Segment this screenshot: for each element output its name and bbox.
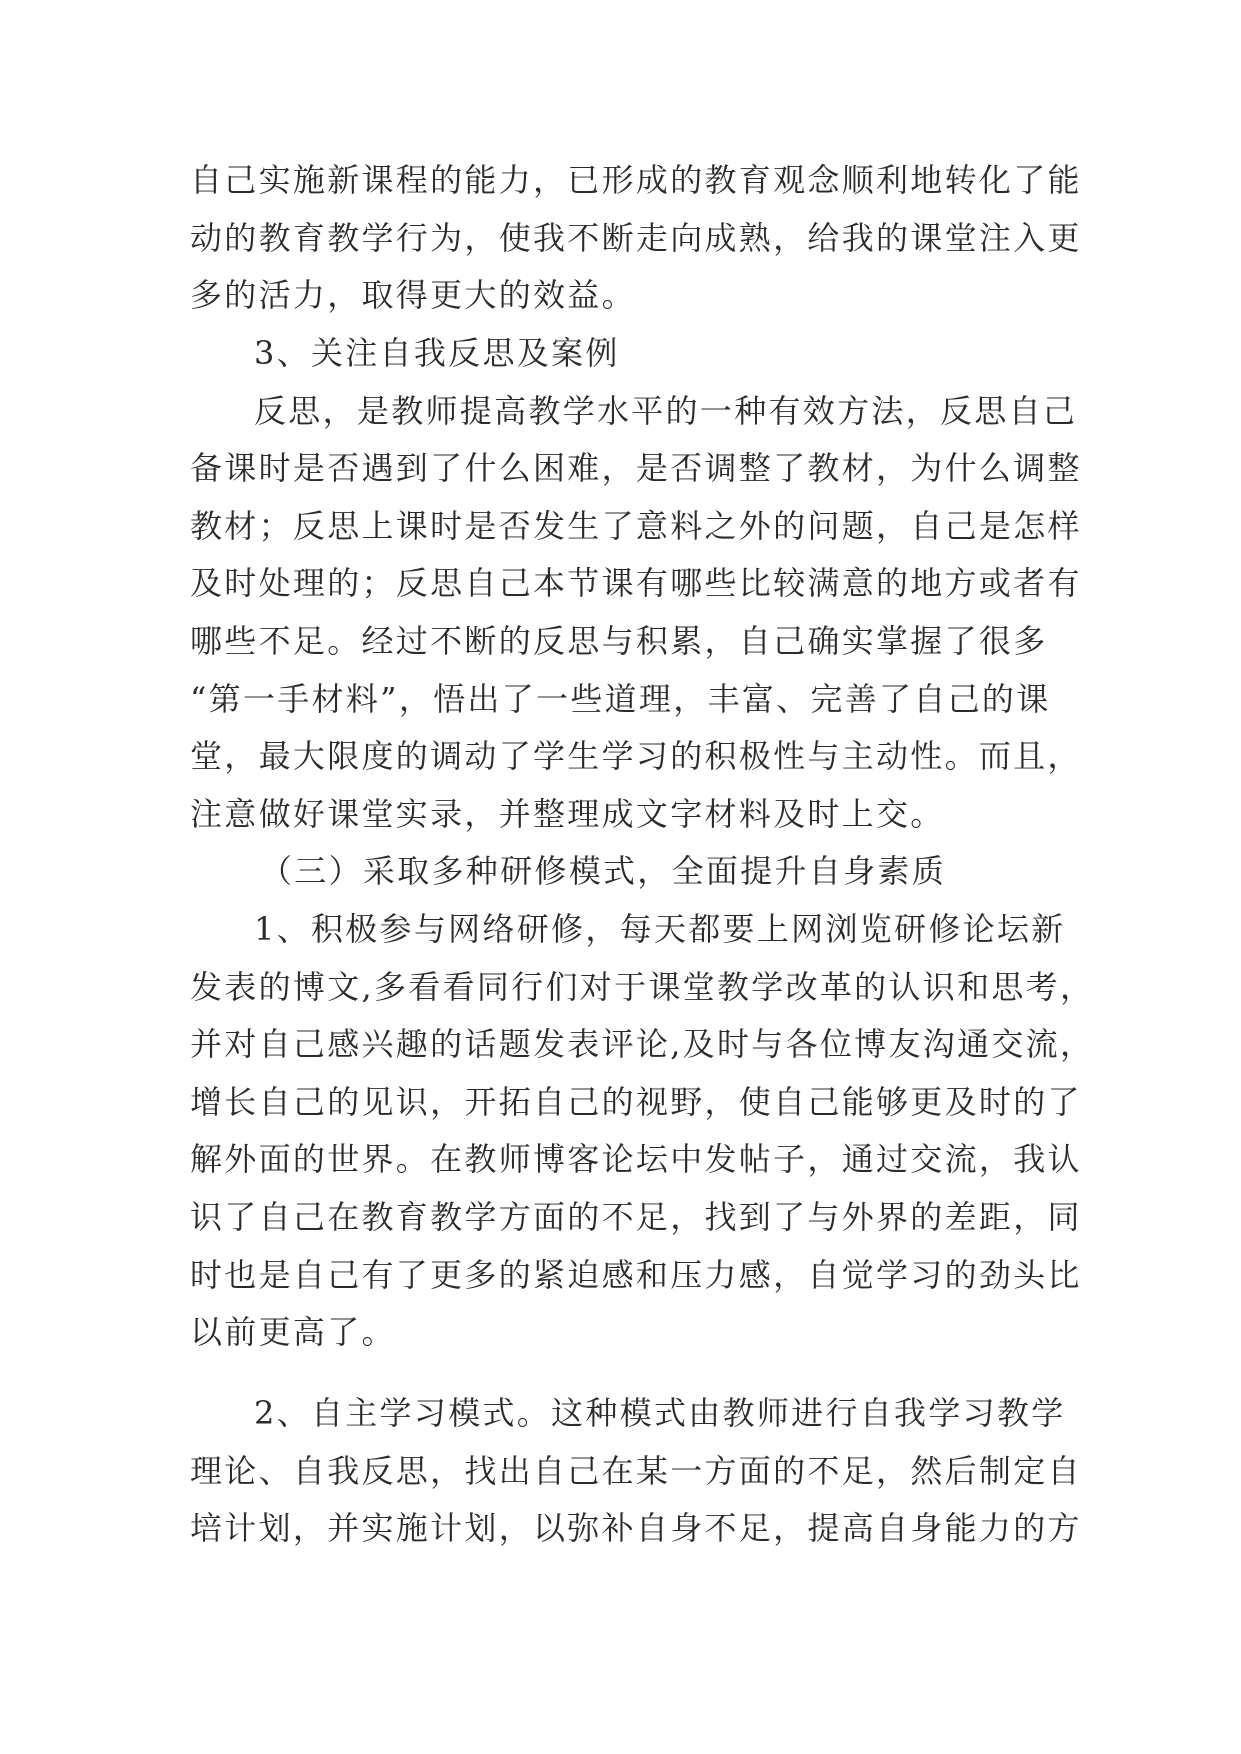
text-line: “第一手材料”，悟出了一些道理，丰富、完善了自己的课 xyxy=(190,680,1051,718)
text-line: 教材；反思上课时是否发生了意料之外的问题，自己是怎样 xyxy=(190,507,1082,545)
text-line: 以前更高了。 xyxy=(190,1313,396,1351)
text-line: 并对自己感兴趣的话题发表评论,及时与各位博友沟通交流， xyxy=(190,1025,1095,1063)
text-line: 解外面的世界。在教师博客论坛中发帖子，通过交流，我认 xyxy=(190,1140,1082,1178)
text-line: 及时处理的；反思自己本节课有哪些比较满意的地方或者有 xyxy=(190,564,1082,602)
text-line: 动的教育教学行为，使我不断走向成熟，给我的课堂注入更 xyxy=(190,219,1082,257)
text-line: 理论、自我反思，找出自己在某一方面的不足，然后制定自 xyxy=(190,1452,1082,1490)
text-line: 发表的博文,多看看同行们对于课堂教学改革的认识和思考， xyxy=(190,968,1095,1006)
text-line: 时也是自己有了更多的紧迫感和压力感，自觉学习的劲头比 xyxy=(190,1256,1082,1294)
text-line: 培计划，并实施计划，以弥补自身不足，提高自身能力的方 xyxy=(190,1509,1082,1547)
text-line: 2、自主学习模式。这种模式由教师进行自我学习教学 xyxy=(254,1394,1066,1432)
text-line: 识了自己在教育教学方面的不足，找到了与外界的差距，同 xyxy=(190,1198,1082,1236)
text-line: 1、积极参与网络研修，每天都要上网浏览研修论坛新 xyxy=(254,910,1066,948)
text-line: 哪些不足。经过不断的反思与积累，自己确实掌握了很多 xyxy=(190,622,1048,660)
text-line: 反思，是教师提高教学水平的一种有效方法，反思自己 xyxy=(254,392,1078,430)
text-line: 备课时是否遇到了什么困难，是否调整了教材，为什么调整 xyxy=(190,449,1082,487)
text-line: 增长自己的见识，开拓自己的视野，使自己能够更及时的了 xyxy=(190,1083,1082,1121)
section-heading: 3、关注自我反思及案例 xyxy=(254,334,620,372)
text-line: 堂，最大限度的调动了学生学习的积极性与主动性。而且， xyxy=(190,737,1082,775)
text-line: 多的活力，取得更大的效益。 xyxy=(190,276,636,314)
text-line: 自己实施新课程的能力，已形成的教育观念顺利地转化了能 xyxy=(190,161,1082,199)
text-line: 注意做好课堂实录，并整理成文字材料及时上交。 xyxy=(190,795,945,833)
section-heading: （三）采取多种研修模式，全面提升自身素质 xyxy=(260,852,947,890)
